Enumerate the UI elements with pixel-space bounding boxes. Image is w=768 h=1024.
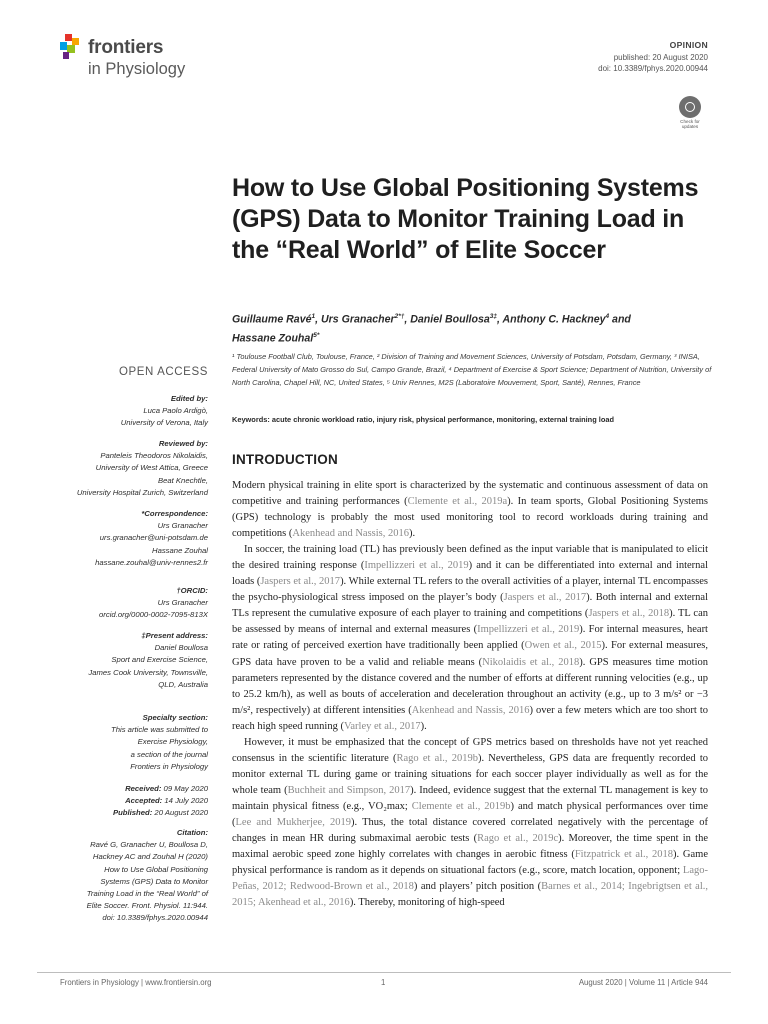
- body-paragraph: Modern physical training in elite sport is characterized by the systematic and continuous assessment of data on competitive and training performances (Clemente et al., 2019a). In team sports, Global Positioning Systems (GPS) technology is probably the most used monitoring tool to record workloads during training and competitions (Akenhead and Nassis, 2016).: [232, 480, 708, 540]
- open-access-label: OPEN ACCESS: [118, 366, 208, 378]
- specialty-label: Specialty section:: [142, 713, 208, 722]
- correspondence-block: [38, 508, 208, 569]
- citation-line: How to Use Global Positioning: [104, 864, 208, 874]
- orcid-link[interactable]: orcid.org/0000-0002-7095-813X: [99, 610, 208, 620]
- reviewed-by-label: Reviewed by:: [158, 439, 208, 448]
- specialty-block: [38, 712, 208, 773]
- journal-name: in Physiology: [88, 60, 186, 78]
- dates-block: [38, 783, 208, 820]
- author-affiliation-mark: 5*: [313, 331, 320, 339]
- citation-link[interactable]: Akenhead and Nassis, 2016: [411, 704, 530, 716]
- affiliations: ¹ Toulouse Football Club, Toulouse, France, ² Division of Training and Movement Sciences, University of Potsdam, Potsdam, Germany, ³ INISA, Federal University of Mato Grosso do Sul, Campo Grande, Brazil, ⁴ Department of Exercise & Sport Science; Department of Nutrition, University of North Carolina, Chapel Hill, NC, United States, ⁵ Univ Rennes, M2S (Laboratoire Mouvement, Sport, Santé), Rennes, France: [232, 352, 712, 387]
- published-label: Published:: [112, 808, 153, 818]
- correspondent-email-link[interactable]: urs.granacher@uni-potsdam.de: [99, 533, 208, 543]
- doi-line[interactable]: doi: 10.3389/fphys.2020.00944: [598, 64, 708, 73]
- editor-affiliation: University of Verona, Italy: [120, 418, 208, 428]
- citation-link[interactable]: Nikolaidis et al., 2018: [482, 656, 580, 668]
- received-date: 09 May 2020: [163, 784, 208, 793]
- citation-link[interactable]: Akenhead and Nassis, 2016: [292, 528, 410, 540]
- present-address-block: [38, 630, 208, 691]
- reviewer-name: Panteleis Theodoros Nikolaidis,: [100, 451, 208, 461]
- citation-line: Ravé G, Granacher U, Boullosa D,: [90, 840, 208, 850]
- author-name[interactable]: Anthony C. Hackney: [502, 313, 606, 326]
- present-address-line: James Cook University, Townsville,: [88, 667, 208, 677]
- citation-line: Systems (GPS) Data to Monitor: [100, 876, 208, 886]
- badge-text: Check for updates: [680, 119, 700, 129]
- citation-link[interactable]: Jaspers et al., 2018: [588, 608, 670, 620]
- citation-link[interactable]: Barnes et al., 2014; Ingebrigtsen et al., 2015; Akenhead et al., 2016: [232, 881, 708, 909]
- citation-link[interactable]: Rago et al., 2019c: [477, 833, 559, 845]
- citation-link[interactable]: Fitzpatrick et al., 2018: [574, 849, 674, 861]
- correspondent-name: Urs Granacher: [157, 521, 208, 531]
- author-affiliation-mark: 3‡: [489, 313, 497, 320]
- received-label: Received:: [125, 784, 162, 793]
- body-text: [232, 478, 708, 911]
- reviewed-by-block: [38, 438, 208, 499]
- keywords-list: acute chronic workload ratio, injury risk, physical performance, monitoring, external training load: [271, 415, 614, 424]
- article-title: How to Use Global Positioning Systems (GPS) Data to Monitor Training Load in the “Real World” of Elite Soccer: [232, 174, 699, 264]
- citation-link[interactable]: Clemente et al., 2019b: [411, 800, 511, 812]
- citation-link[interactable]: Varley et al., 2017: [343, 720, 421, 732]
- citation-link[interactable]: Rago et al., 2019b: [396, 752, 478, 764]
- author-name[interactable]: Urs Granacher: [321, 313, 395, 326]
- specialty-line: This article was submitted to: [111, 725, 208, 735]
- footer-divider: [37, 972, 731, 973]
- accepted-label: Accepted:: [125, 796, 163, 806]
- present-address-line: QLD, Australia: [158, 679, 208, 689]
- citation-link[interactable]: Jaspers et al., 2017: [503, 592, 587, 604]
- author-name[interactable]: Daniel Boullosa: [410, 313, 490, 326]
- citation-link[interactable]: Impellizzeri et al., 2019: [477, 624, 580, 636]
- citation-link[interactable]: Impellizzeri et al., 2019: [364, 560, 469, 572]
- author-affiliation-mark: 2*†: [394, 313, 405, 320]
- correspondence-label: *Correspondence:: [141, 509, 208, 518]
- body-paragraph: In soccer, the training load (TL) has previously been defined as the input variable that is manipulated to elicit the desired training response (Impellizzeri et al., 2019) and it can be differentiated into external and internal loads (Jaspers et al., 2017). While external TL refers to the overall activities of a player, internal TL encompasses the psycho-physiological stress imposed on the player’s body (Jaspers et al., 2017). Both internal and external TLs represent the cumulative exposure of each player to training and competitions (Jaspers et al., 2018). TL can be assessed by means of internal and external measures (Impellizzeri et al., 2019). For internal measures, heart rate or rating of perceived exertion have traditionally been applied (Owen et al., 2015). For external measures, GPS data have proven to be a valid and reliable means (Nikolaidis et al., 2018). GPS measures time motion parameters represented by the distance covered and the number of efforts at different running velocities (e.g., up to 25.2 km/h), as well as bouts of acceleration and deceleration throughout an activity (e.g., up to 3 m/s² or −3 m/s², respectively) at different intensities (Akenhead and Nassis, 2016) over a few meters which are too short to reach high speed running (Varley et al., 2017).: [232, 544, 709, 732]
- article-type: OPINION: [669, 40, 708, 50]
- author-affiliation-mark: 1: [311, 313, 316, 320]
- citation-block: [38, 827, 208, 925]
- citation-link[interactable]: Buchheit and Simpson, 2017: [287, 784, 411, 796]
- reviewer-name: Beat Knechtle,: [157, 475, 208, 485]
- orcid-name: Urs Granacher: [157, 598, 208, 608]
- published-line: published: 20 August 2020: [613, 52, 708, 62]
- specialty-line: Frontiers in Physiology: [130, 761, 208, 771]
- frontiers-logo-icon: [60, 34, 84, 60]
- citation-link[interactable]: Clemente et al., 2019a: [407, 496, 508, 508]
- check-updates-icon: [679, 96, 701, 118]
- editor-name: Luca Paolo Ardigò,: [143, 406, 208, 416]
- present-address-label: ‡Present address:: [141, 631, 208, 640]
- author-list: Guillaume Ravé$^1$, Urs Granacher$^{2*\dagger}$, Daniel Boullosa$^{3\ddagger}$, Anthony C. Hackney$^4$ and Hassane Zouhal$^{5*}$: [232, 313, 631, 345]
- reviewer-affiliation: University of West Attica, Greece: [95, 463, 208, 473]
- author-name[interactable]: Guillaume Ravé: [232, 313, 312, 326]
- citation-link[interactable]: Lago-Peñas, 2012; Redwood-Brown et al., 2018: [232, 865, 708, 893]
- keywords-label: Keywords:: [232, 415, 270, 424]
- citation-line: Elite Soccer. Front. Physiol. 11:944.: [86, 901, 208, 911]
- edited-by-label: Edited by:: [170, 394, 208, 403]
- body-paragraph: However, it must be emphasized that the concept of GPS metrics based on thresholds have not yet reached consensus in the scientific literature (Rago et al., 2019b). Nevertheless, GPS data are frequently recorded to monitor external TL during game or training situations for each soccer player individually as well as for the whole team (Buchheit and Simpson, 2017). Indeed, evidence suggest that the external TL management is key to maintain physical fitness (e.g., VO₂max; Clemente et al., 2019b) and match physical performances over time (Lee and Mukherjee, 2019). Thus, the total distance covered correlated negatively with the percentage of changes in mean HR during submaximal aerobic tests (Rago et al., 2019c). Moreover, the time spent in the maximal aerobic speed zone highly correlates with changes in aerobic fitness (Fitzpatrick et al., 2018). Game physical performance is random as it depends on situational factors (e.g., score, match location, opponent; Lago-Peñas, 2012; Redwood-Brown et al., 2018) and players’ pitch position (Barnes et al., 2014; Ingebrigtsen et al., 2015; Akenhead et al., 2016). Thereby, monitoring of high-speed: [232, 736, 709, 909]
- journal-brand: frontiers: [88, 37, 164, 58]
- present-address-line: Daniel Boullosa: [154, 643, 208, 653]
- check-for-updates-badge[interactable]: [675, 96, 705, 130]
- present-address-line: Sport and Exercise Science,: [111, 655, 208, 665]
- citation-line: Training Load in the “Real World” of: [86, 889, 208, 899]
- specialty-line: Exercise Physiology,: [137, 737, 208, 747]
- citation-label: Citation:: [176, 828, 208, 837]
- edited-by-block: [38, 393, 208, 430]
- citation-link[interactable]: Jaspers et al., 2017: [260, 576, 341, 588]
- published-date: 20 August 2020: [154, 808, 208, 818]
- citation-link[interactable]: Owen et al., 2015: [524, 640, 602, 652]
- article-meta: [598, 40, 708, 75]
- citation-doi-link[interactable]: doi: 10.3389/fphys.2020.00944: [102, 913, 208, 923]
- citation-line: Hackney AC and Zouhal H (2020): [92, 852, 208, 862]
- orcid-block: [38, 585, 208, 622]
- keywords: [232, 415, 722, 424]
- page-number: 1: [381, 978, 386, 987]
- author-affiliation-mark: 4: [605, 313, 610, 320]
- correspondent-email-link[interactable]: hassane.zouhal@univ-rennes2.fr: [95, 557, 208, 567]
- author-name[interactable]: Hassane Zouhal: [232, 332, 314, 345]
- correspondent-name: Hassane Zouhal: [152, 545, 208, 555]
- footer-issue-info: August 2020 | Volume 11 | Article 944: [578, 978, 708, 987]
- reviewer-affiliation: University Hospital Zurich, Switzerland: [76, 487, 208, 497]
- specialty-line: a section of the journal: [130, 749, 208, 759]
- footer-journal-link[interactable]: Frontiers in Physiology | www.frontiersin.org: [60, 978, 212, 987]
- orcid-label: †ORCID:: [176, 586, 208, 595]
- section-heading: INTRODUCTION: [232, 452, 338, 467]
- citation-link[interactable]: Lee and Mukherjee, 2019: [235, 816, 352, 828]
- accepted-date: 14 July 2020: [164, 796, 208, 806]
